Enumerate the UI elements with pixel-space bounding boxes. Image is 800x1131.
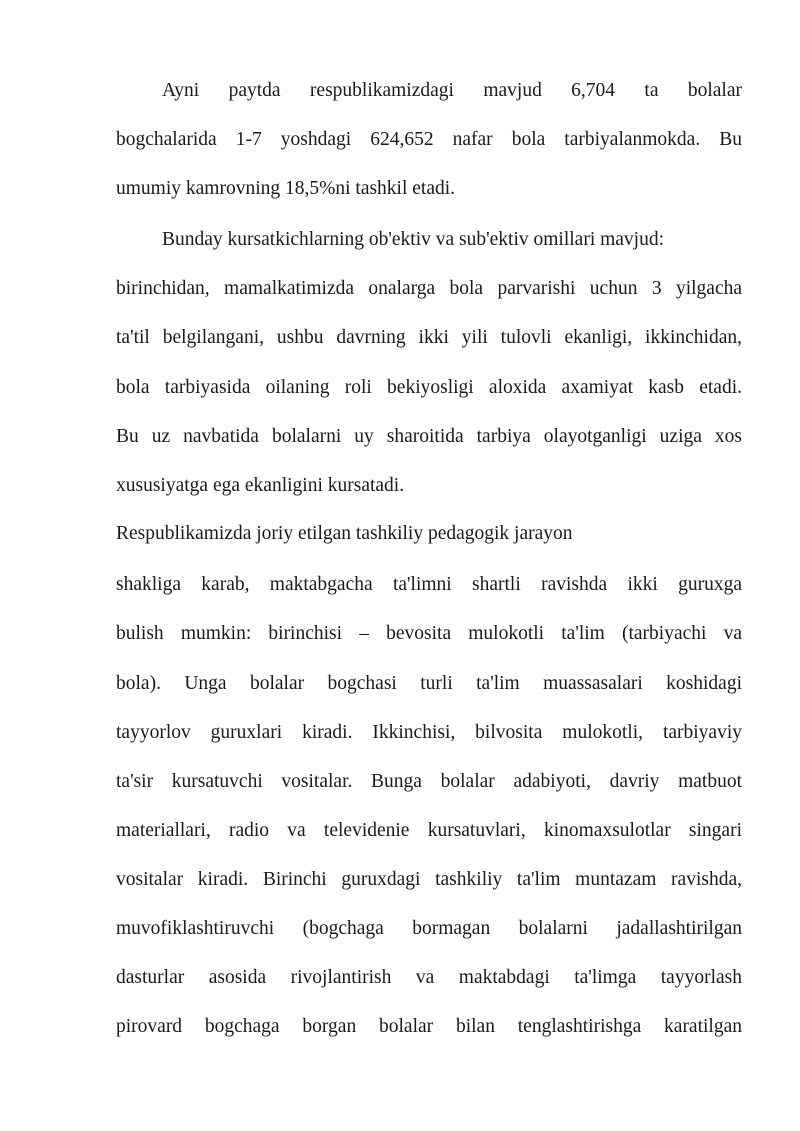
text-line: birinchidan, mamalkatimizda onalarga bola parvarishi uchun 3 yilgacha [116, 278, 742, 299]
text-line: materiallari, radio va televidenie kursatuvlari, kinomaxsulotlar singari [116, 820, 742, 841]
text-line: ta'til belgilangani, ushbu davrning ikki yili tulovli ekanligi, ikkinchidan, [116, 327, 742, 348]
text-line: bogchalarida 1-7 yoshdagi 624,652 nafar bola tarbiyalanmokda. Bu [116, 129, 742, 150]
text-line: xususiyatga ega ekanligini kursatadi. [116, 475, 405, 496]
text-line: umumiy kamrovning 18,5%ni tashkil etadi. [116, 178, 456, 199]
text-line: dasturlar asosida rivojlantirish va maktabdagi ta'limga tayyorlash [116, 967, 742, 988]
text-line: shakliga karab, maktabgacha ta'limni shartli ravishda ikki guruxga [116, 574, 742, 595]
text-line: Ayni paytda respublikamizdagi mavjud 6,704 ta bolalar [162, 80, 742, 101]
text-line: Respublikamizda joriy etilgan tashkiliy pedagogik jarayon [116, 523, 573, 544]
text-line: Bu uz navbatida bolalarni uy sharoitida tarbiya olayotganligi uziga xos [116, 426, 742, 447]
text-line: vositalar kiradi. Birinchi guruxdagi tashkiliy ta'lim muntazam ravishda, [116, 869, 742, 890]
text-line: pirovard bogchaga borgan bolalar bilan tenglashtirishga karatilgan [116, 1016, 742, 1037]
text-line: bola tarbiyasida oilaning roli bekiyosligi aloxida axamiyat kasb etadi. [116, 377, 742, 398]
text-line: bola). Unga bolalar bogchasi turli ta'lim muassasalari koshidagi [116, 673, 742, 694]
text-line: ta'sir kursatuvchi vositalar. Bunga bolalar adabiyoti, davriy matbuot [116, 771, 742, 792]
text-line: tayyorlov guruxlari kiradi. Ikkinchisi, bilvosita mulokotli, tarbiyaviy [116, 722, 742, 743]
text-line: muvofiklashtiruvchi (bogchaga bormagan bolalarni jadallashtirilgan [116, 918, 742, 939]
text-line: bulish mumkin: birinchisi – bevosita mulokotli ta'lim (tarbiyachi va [116, 623, 742, 644]
text-line: Bunday kursatkichlarning ob'ektiv va sub'ektiv omillari mavjud: [162, 229, 665, 250]
